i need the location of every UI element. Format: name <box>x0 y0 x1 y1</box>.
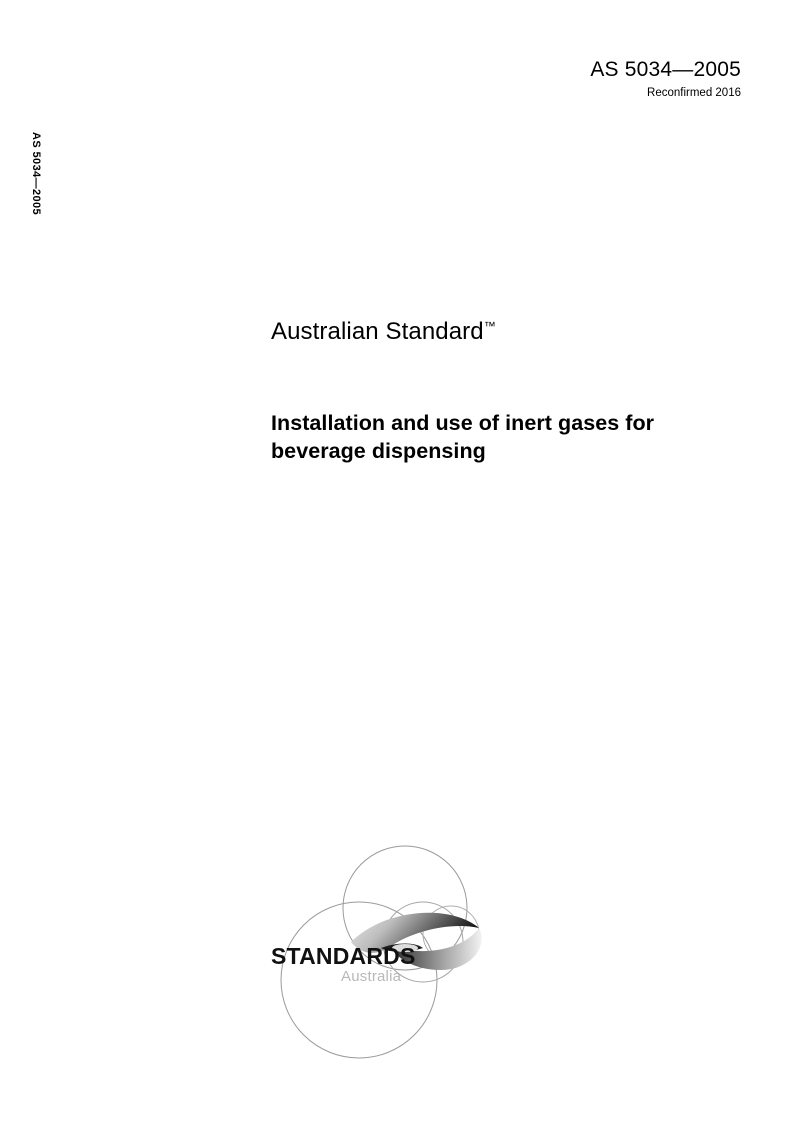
title-area <box>271 318 731 466</box>
spine-designation: AS 5034—2005 <box>30 132 42 216</box>
logo-wordmark: STANDARDS <box>271 943 416 969</box>
brand-line <box>271 318 731 347</box>
trademark-symbol: ™ <box>483 319 496 333</box>
logo-subtext: Australia <box>341 968 402 985</box>
reconfirmed-note: Reconfirmed 2016 <box>647 87 741 100</box>
brand-label: Australian Standard <box>271 318 484 345</box>
standard-designation: AS 5034—2005 <box>590 58 741 81</box>
standards-australia-logo <box>255 830 535 1070</box>
designation-block <box>590 58 741 100</box>
page-title: Installation and use of inert gases for beverage dispensing <box>271 410 655 464</box>
